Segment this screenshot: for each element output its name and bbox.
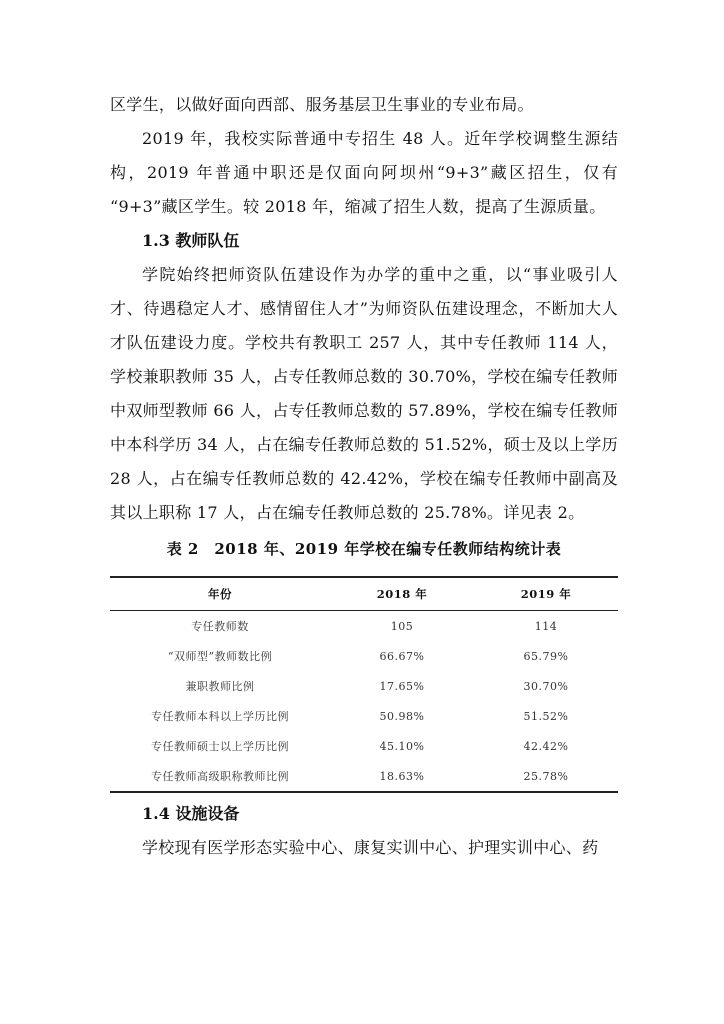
table-cell: 65.79%	[523, 649, 569, 663]
table-cell: 专任教师数	[191, 620, 249, 633]
table-cell: 42.42%	[523, 739, 569, 753]
table-cell: 66.67%	[379, 649, 425, 663]
document-page	[110, 88, 618, 865]
table-cell: 17.65%	[379, 679, 425, 693]
table-row	[110, 701, 618, 731]
paragraph-enrollment-end: 区学生，以做好面向西部、服务基层卫生事业的专业布局。	[110, 95, 534, 114]
table-header-cell: 2018 年	[330, 577, 474, 611]
table-cell: 专任教师硕士以上学历比例	[151, 740, 289, 753]
table-header-cell: 年份	[110, 577, 330, 611]
table-row	[110, 611, 618, 642]
table-cell: 51.52%	[523, 709, 569, 723]
paragraph-facilities: 学校现有医学形态实验中心、康复实训中心、护理实训中心、药	[142, 838, 599, 857]
table-cell: 45.10%	[379, 739, 425, 753]
table-row	[110, 761, 618, 792]
table-cell: 专任教师本科以上学历比例	[151, 710, 289, 723]
table-cell: 25.78%	[523, 769, 569, 783]
table-row	[110, 731, 618, 761]
table-row	[110, 671, 618, 701]
section-heading-teachers: 1.3 教师队伍	[142, 231, 240, 250]
table-cell: 专任教师高级职称教师比例	[151, 770, 289, 783]
paragraph-teachers: 学院始终把师资队伍建设作为办学的重中之重，以“事业吸引人才、待遇稳定人才、感情留住人才”为师资队伍建设理念，不断加大人才队伍建设力度。学校共有教职工 257 人，其中专任教师 114 人，学校兼职教师 35 人，占专任教师总数的 30.70%，学校在编专任教师中双师型教师 66 人，占专任教师总数的 57.89%，学校在编专任教师中本科学历 34 人，占在编专任教师总数的 51.52%，硕士及以上学历 28 人，占在编专任教师总数的 42.42%，学校在编专任教师中副高及其以上职称 17 人，占在编专任教师总数的 25.78%。详见表 2。	[110, 265, 618, 522]
table-cell: 18.63%	[379, 769, 425, 783]
table-cell: 50.98%	[379, 709, 425, 723]
table-cell: 114	[534, 619, 558, 633]
table-cell: 30.70%	[523, 679, 569, 693]
table-cell: 兼职教师比例	[185, 680, 255, 693]
table-header-row	[110, 577, 618, 611]
section-heading-facilities: 1.4 设施设备	[142, 804, 240, 823]
paragraph-enrollment-2019: 2019 年，我校实际普通中专招生 48 人。近年学校调整生源结构，2019 年普通中职还是仅面向阿坝州“9+3”藏区招生，仅有 “9+3”藏区学生。较 2018 年，缩减了招生人数，提高了生源质量。	[110, 129, 618, 216]
table-cell: “双师型”教师数比例	[167, 650, 273, 663]
table-row	[110, 641, 618, 671]
table-cell: 105	[390, 619, 414, 633]
table-caption: 表 2 2018 年、2019 年学校在编专任教师结构统计表	[166, 540, 562, 558]
teacher-structure-table	[110, 576, 618, 793]
table-header-cell: 2019 年	[474, 577, 618, 611]
